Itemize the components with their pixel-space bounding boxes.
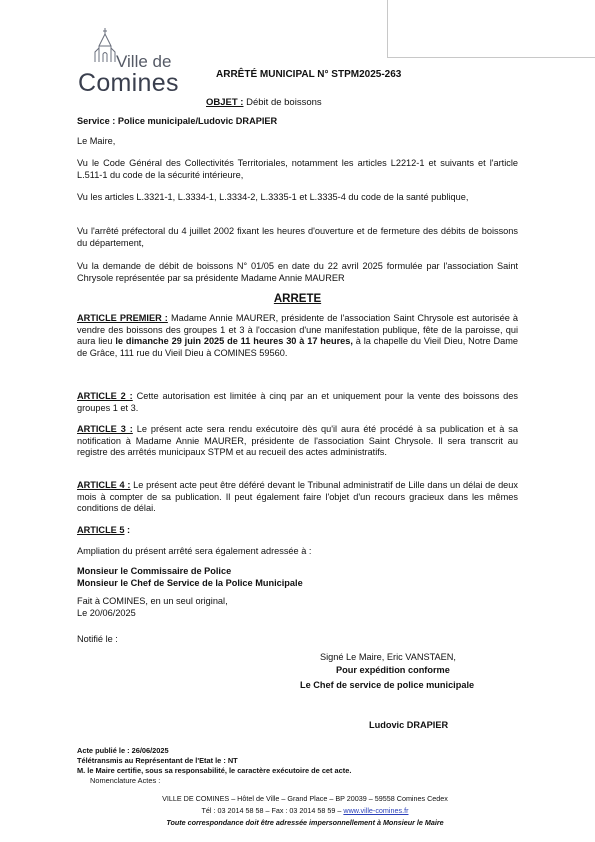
footer-tel: Tél : 03 2014 58 58 – Fax : 03 2014 58 59 –: [201, 806, 344, 815]
vu-paragraph-4: Vu la demande de débit de boissons N° 01/05 en date du 22 avril 2025 formulée par l'association Saint Chrysole représentée par sa présidente Madame Annie MAURER: [77, 261, 518, 283]
fait-line: Fait à COMINES, en un seul original,: [77, 596, 228, 606]
article-5: [77, 525, 518, 537]
footer-teletransmis: Télétransmis au Représentant de l'Etat le : NT: [77, 756, 238, 765]
footer-address: VILLE DE COMINES – Hôtel de Ville – Grand Place – BP 20039 – 59558 Comines Cedex: [162, 794, 448, 803]
greeting: Le Maire,: [77, 136, 116, 146]
article-2-label: ARTICLE 2 :: [77, 391, 133, 401]
article-1-label: ARTICLE PREMIER :: [77, 313, 168, 323]
footer-mention: Toute correspondance doit être adressée impersonnellement à Monsieur le Maire: [166, 818, 444, 827]
recipient-1: Monsieur le Commissaire de Police: [77, 566, 232, 576]
article-3-text: Le présent acte sera rendu exécutoire dès qu'il aura été procédé à sa publication et à sa notification à Madame Annie MAURER, présidente de l'association Saint Chrysole. Il sera transcrit au registre des arrêtés municipaux STPM et au recueil des actes administratifs.: [77, 424, 518, 457]
signature-chef: Le Chef de service de police municipale: [300, 680, 475, 690]
signature-expedition: Pour expédition conforme: [336, 665, 450, 675]
vu-paragraph-2: Vu les articles L.3321-1, L.3334-1, L.3334-2, L.3335-1 et L.3335-4 du code de la santé publique,: [77, 192, 469, 202]
logo-ville-text: Ville de: [116, 52, 172, 71]
church-icon: [92, 28, 118, 62]
article-4-text: Le présent acte peut être déféré devant le Tribunal administratif de Lille dans un délai de deux mois à compter de sa publication. Il peut également faire l'objet d'un recours gracieux dans les mêmes conditions de délai.: [77, 480, 518, 513]
article-5-colon: :: [124, 525, 131, 535]
city-logo: [78, 28, 198, 110]
article-1-bold: le dimanche 29 juin 2025 de 11 heures 30 à 17 heures,: [115, 336, 353, 346]
notifie-line: Notifié le :: [77, 634, 118, 644]
signature-name: Ludovic DRAPIER: [369, 720, 449, 730]
article-4-label: ARTICLE 4 :: [77, 480, 131, 490]
date-line: Le 20/06/2025: [77, 608, 136, 618]
ampliation-line: Ampliation du présent arrêté sera également adressée à :: [77, 546, 312, 556]
footer-certifie: M. le Maire certifie, sous sa responsabilité, le caractère exécutoire de cet acte.: [77, 766, 352, 775]
vu-paragraph-3: Vu l'arrêté préfectoral du 4 juillet 2002 fixant les heures d'ouverture et de fermeture des débits de boissons du département,: [77, 226, 518, 248]
article-5-label: ARTICLE 5: [77, 525, 125, 535]
article-1-text-a: Madame Annie MAURER, présidente de l'association Saint Chrysole est autorisée à vendre des boissons des groupes 1 et 3 à l'occasion d'une manifestation publique, fête de la paroisse, qui aura lieu: [77, 313, 518, 346]
website-link[interactable]: www.ville-comines.fr: [343, 806, 409, 815]
article-2-text: Cette autorisation est limitée à cinq par an et uniquement pour la vente des boissons des groupes 1 et 3.: [77, 391, 518, 413]
article-1: [77, 313, 518, 359]
decree-object: [206, 97, 322, 109]
article-2: [77, 391, 518, 414]
article-1-text-b: à la chapelle du Vieil Dieu, Notre Dame de Grâce, 111 rue du Vieil Dieu à COMINES 59560.: [77, 336, 518, 358]
vu-paragraph-1: Vu le Code Général des Collectivités Territoriales, notamment les articles L2212-1 et suivants et l'article L.511-1 du code de la sécurité intérieure,: [77, 158, 518, 180]
signature-signed: Signé Le Maire, Eric VANSTAEN,: [320, 652, 456, 662]
logo-comines-text: Comines: [78, 69, 179, 97]
arrete-heading: ARRETE: [273, 293, 322, 305]
footer-contact: [60, 806, 550, 816]
objet-text: Débit de boissons: [243, 97, 322, 108]
footer-nomenclature: Nomenclature Actes :: [90, 776, 161, 785]
article-4: [77, 480, 518, 515]
objet-label: OBJET :: [206, 97, 244, 108]
recipient-2: Monsieur le Chef de Service de la Police Municipale: [77, 578, 303, 588]
article-3-label: ARTICLE 3 :: [77, 424, 133, 434]
article-3: [77, 424, 518, 459]
stamp-box: [387, 0, 595, 58]
footer-publie: Acte publié le : 26/06/2025: [77, 746, 169, 755]
service-line: Service : Police municipale/Ludovic DRAPIER: [77, 116, 278, 126]
decree-title: ARRÊTÉ MUNICIPAL N° STPM2025-263: [216, 69, 402, 80]
